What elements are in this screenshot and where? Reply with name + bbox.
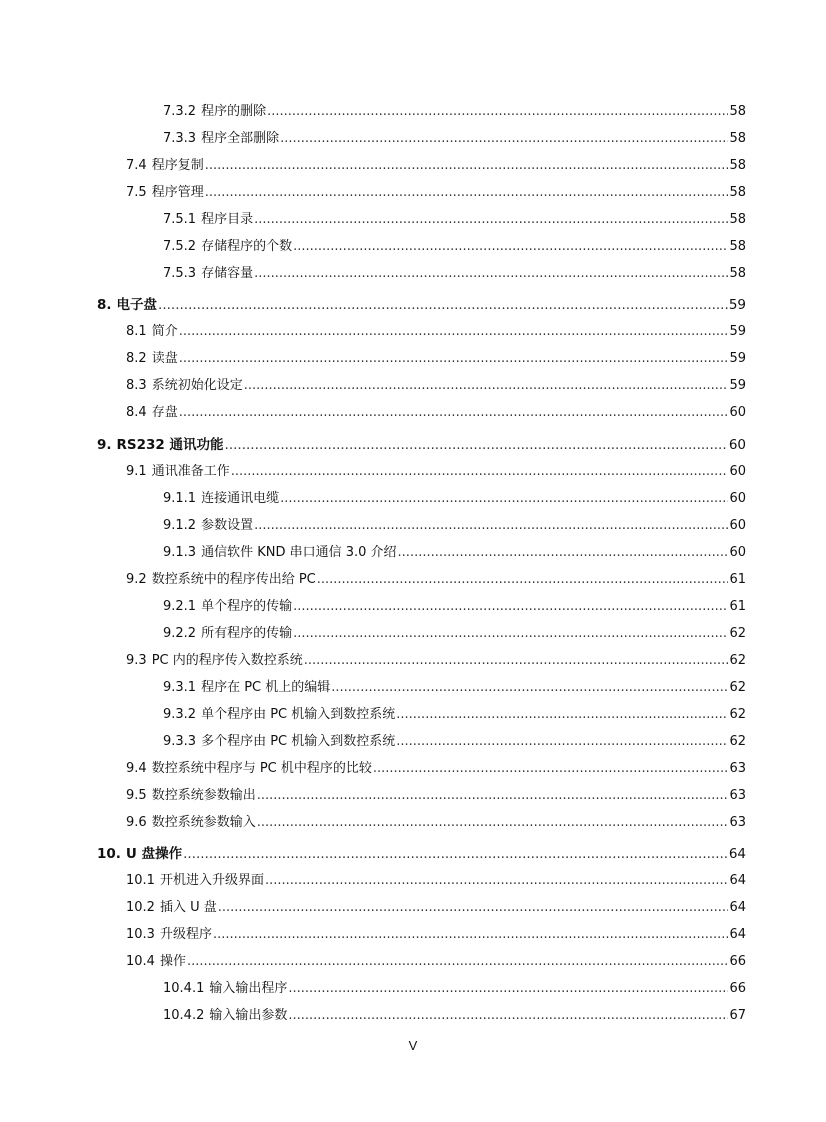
toc-leader-dots	[225, 434, 728, 456]
toc-line	[163, 596, 746, 618]
toc-leader-dots	[183, 843, 728, 865]
toc-page-number: 61	[729, 572, 746, 587]
toc-page-number: 62	[729, 734, 746, 749]
toc-line	[163, 623, 746, 645]
toc-page-number: 64	[728, 846, 746, 862]
toc-page-number: 60	[729, 491, 746, 506]
toc-number: 9.1.3	[163, 545, 197, 560]
toc-line	[163, 101, 746, 123]
toc-number: 10.4.1	[163, 981, 205, 996]
toc-title: 数控系统中程序与 PC 机中程序的比较	[151, 761, 372, 776]
toc-line	[163, 236, 746, 258]
toc-leader-dots	[257, 785, 729, 807]
toc-page-number: 58	[729, 131, 746, 146]
toc-title: 输入输出参数	[209, 1008, 288, 1023]
toc-entry[interactable]	[0, 677, 826, 699]
toc-page-number: 61	[729, 599, 746, 614]
toc-number: 7.3.3	[163, 131, 197, 146]
toc-entry[interactable]	[0, 101, 826, 123]
toc-page-number: 60	[729, 405, 746, 420]
toc-number: 10.4.2	[163, 1008, 205, 1023]
toc-title: 简介	[151, 324, 178, 339]
toc-page-number: 59	[729, 324, 746, 339]
toc-number: 7.4	[126, 158, 147, 173]
toc-leader-dots	[244, 375, 729, 397]
toc-number: 9.2.1	[163, 599, 197, 614]
toc-line	[163, 488, 746, 510]
toc-entry[interactable]	[0, 569, 826, 591]
toc-line	[163, 677, 746, 699]
toc-title: 读盘	[151, 351, 178, 366]
toc-leader-dots	[179, 402, 729, 424]
toc-line	[126, 375, 746, 397]
toc-line	[97, 294, 746, 316]
toc-entry[interactable]	[0, 731, 826, 753]
toc-title: PC 内的程序传入数控系统	[151, 653, 303, 668]
toc-title: RS232 通讯功能	[116, 437, 224, 453]
toc-page-number: 60	[729, 545, 746, 560]
toc-title: 电子盘	[116, 297, 158, 313]
toc-entry[interactable]	[0, 650, 826, 672]
toc-number: 9.6	[126, 815, 147, 830]
toc-number: 10.3	[126, 927, 155, 942]
toc-entry[interactable]	[0, 488, 826, 510]
toc-page-number: 66	[729, 954, 746, 969]
toc-line	[126, 812, 746, 834]
toc-line	[126, 897, 746, 919]
toc-leader-dots	[396, 704, 728, 726]
toc-leader-dots	[293, 623, 728, 645]
toc-entry[interactable]	[0, 515, 826, 537]
toc-leader-dots	[288, 1005, 728, 1027]
toc-line	[163, 263, 746, 285]
toc-number: 7.5	[126, 185, 147, 200]
toc-number: 9.4	[126, 761, 147, 776]
toc-number: 7.5.3	[163, 266, 197, 281]
toc-number: 9.5	[126, 788, 147, 803]
toc-page-number: 63	[729, 788, 746, 803]
toc-title: 开机进入升级界面	[159, 873, 264, 888]
toc-leader-dots	[396, 731, 728, 753]
toc-entry[interactable]	[0, 951, 826, 973]
toc-line	[126, 870, 746, 892]
toc-number: 9.3	[126, 653, 147, 668]
toc-title: 单个程序由 PC 机输入到数控系统	[201, 707, 396, 722]
toc-title: 操作	[159, 954, 186, 969]
toc-title: 升级程序	[159, 927, 212, 942]
toc-leader-dots	[205, 155, 729, 177]
toc-title: 多个程序由 PC 机输入到数控系统	[201, 734, 396, 749]
toc-leader-dots	[398, 542, 729, 564]
toc-number: 10.1	[126, 873, 155, 888]
toc-entry[interactable]	[0, 704, 826, 726]
toc-leader-dots	[331, 677, 728, 699]
toc-line	[97, 434, 746, 456]
toc-leader-dots	[179, 321, 729, 343]
toc-line	[163, 704, 746, 726]
toc-title: 插入 U 盘	[159, 900, 217, 915]
toc-line	[126, 182, 746, 204]
toc-page-number: 62	[729, 626, 746, 641]
toc-page-number: 63	[729, 761, 746, 776]
toc-number: 9.2.2	[163, 626, 197, 641]
toc-number: 9.2	[126, 572, 147, 587]
toc-page-number: 62	[729, 680, 746, 695]
toc-title: 数控系统中的程序传出给 PC	[151, 572, 316, 587]
toc-entry[interactable]	[0, 236, 826, 258]
toc-entry[interactable]	[0, 263, 826, 285]
toc-number: 9.1.2	[163, 518, 197, 533]
toc-entry[interactable]	[0, 155, 826, 177]
toc-page-number: 64	[729, 927, 746, 942]
page-number: V	[408, 1038, 418, 1053]
toc-line	[163, 515, 746, 537]
toc-leader-dots	[257, 812, 729, 834]
toc-page-number: 59	[728, 297, 746, 313]
toc-page-number: 58	[729, 212, 746, 227]
toc-leader-dots	[373, 758, 729, 780]
toc-title: 数控系统参数输出	[151, 788, 256, 803]
toc-number: 10.	[97, 846, 121, 862]
toc-leader-dots	[254, 515, 728, 537]
toc-title: 程序在 PC 机上的编辑	[201, 680, 331, 695]
toc-leader-dots	[293, 596, 728, 618]
toc-title: 参数设置	[201, 518, 254, 533]
toc-line	[126, 758, 746, 780]
toc-number: 7.3.2	[163, 104, 197, 119]
toc-page-number: 59	[729, 378, 746, 393]
toc-page-number: 59	[729, 351, 746, 366]
toc-leader-dots	[267, 101, 728, 123]
toc-title: 存储容量	[201, 266, 254, 281]
toc-number: 9.1.1	[163, 491, 197, 506]
toc-line	[126, 321, 746, 343]
toc-entry[interactable]	[0, 758, 826, 780]
toc-leader-dots	[218, 897, 729, 919]
toc-title: 存储程序的个数	[201, 239, 293, 254]
toc-number: 9.3.1	[163, 680, 197, 695]
toc-leader-dots	[187, 951, 728, 973]
toc-entry[interactable]	[0, 128, 826, 150]
toc-entry[interactable]	[0, 434, 826, 456]
toc-number: 8.2	[126, 351, 147, 366]
toc-title: 连接通讯电缆	[201, 491, 280, 506]
toc-entry[interactable]	[0, 402, 826, 424]
toc-number: 7.5.1	[163, 212, 197, 227]
toc-number: 10.2	[126, 900, 155, 915]
toc-entry[interactable]	[0, 924, 826, 946]
toc-leader-dots	[213, 924, 728, 946]
toc-entry[interactable]	[0, 209, 826, 231]
toc-page-number: 60	[729, 518, 746, 533]
toc-line	[126, 924, 746, 946]
toc-title: 系统初始化设定	[151, 378, 243, 393]
toc-title: 所有程序的传输	[201, 626, 293, 641]
toc-leader-dots	[304, 650, 729, 672]
toc-page-number: 67	[729, 1008, 746, 1023]
toc-line	[97, 843, 746, 865]
toc-leader-dots	[288, 978, 728, 1000]
toc-page-number: 60	[728, 437, 746, 453]
toc-page-number: 58	[729, 158, 746, 173]
toc-leader-dots	[280, 128, 728, 150]
toc-entry[interactable]	[0, 897, 826, 919]
toc-entry[interactable]	[0, 870, 826, 892]
toc-line	[163, 731, 746, 753]
toc-page-number: 58	[729, 266, 746, 281]
toc-entry[interactable]	[0, 375, 826, 397]
toc-number: 10.4	[126, 954, 155, 969]
toc-line	[126, 402, 746, 424]
toc-line	[126, 155, 746, 177]
toc-title: 输入输出程序	[209, 981, 288, 996]
toc-entry[interactable]	[0, 596, 826, 618]
toc-leader-dots	[265, 870, 728, 892]
toc-line	[126, 951, 746, 973]
toc-entry[interactable]	[0, 321, 826, 343]
toc-title: 存盘	[151, 405, 178, 420]
toc-title: 程序的删除	[201, 104, 267, 119]
toc-line	[163, 542, 746, 564]
toc-line	[126, 348, 746, 370]
toc-line	[163, 209, 746, 231]
toc-entry[interactable]	[0, 182, 826, 204]
toc-entry[interactable]	[0, 623, 826, 645]
toc-page-number: 66	[729, 981, 746, 996]
toc-title: 程序复制	[151, 158, 204, 173]
toc-page-number: 62	[729, 707, 746, 722]
toc-leader-dots	[254, 263, 728, 285]
toc-entry[interactable]	[0, 1005, 826, 1027]
toc-entry[interactable]	[0, 785, 826, 807]
toc-page-number: 58	[729, 185, 746, 200]
toc-page-number: 58	[729, 104, 746, 119]
toc-leader-dots	[179, 348, 729, 370]
toc-number: 9.1	[126, 464, 147, 479]
toc-line	[126, 461, 746, 483]
toc-page-number: 58	[729, 239, 746, 254]
toc-title: 程序全部删除	[201, 131, 280, 146]
toc-number: 9.	[97, 437, 112, 453]
toc-leader-dots	[231, 461, 729, 483]
toc-entry[interactable]	[0, 978, 826, 1000]
toc-entry[interactable]	[0, 294, 826, 316]
toc-title: 通讯准备工作	[151, 464, 230, 479]
toc-number: 7.5.2	[163, 239, 197, 254]
toc-title: 单个程序的传输	[201, 599, 293, 614]
toc-page-number: 62	[729, 653, 746, 668]
toc-leader-dots	[254, 209, 728, 231]
toc-title: U 盘操作	[125, 846, 183, 862]
toc-entry[interactable]	[0, 542, 826, 564]
toc-title: 程序管理	[151, 185, 204, 200]
toc-page-number: 60	[729, 464, 746, 479]
toc-line	[163, 978, 746, 1000]
toc-title: 程序目录	[201, 212, 254, 227]
toc-page-number: 64	[729, 873, 746, 888]
toc-number: 8.3	[126, 378, 147, 393]
toc-entry[interactable]	[0, 348, 826, 370]
toc-number: 8.1	[126, 324, 147, 339]
toc-number: 9.3.2	[163, 707, 197, 722]
toc-number: 9.3.3	[163, 734, 197, 749]
toc-leader-dots	[317, 569, 729, 591]
toc-page-number: 64	[729, 900, 746, 915]
toc-entry[interactable]	[0, 461, 826, 483]
toc-title: 通信软件 KND 串口通信 3.0 介绍	[201, 545, 397, 560]
toc-line	[163, 1005, 746, 1027]
toc-line	[126, 650, 746, 672]
toc-leader-dots	[293, 236, 728, 258]
toc-number: 8.4	[126, 405, 147, 420]
toc-leader-dots	[280, 488, 728, 510]
toc-entry[interactable]	[0, 812, 826, 834]
toc-line	[126, 785, 746, 807]
toc-line	[163, 128, 746, 150]
toc-line	[126, 569, 746, 591]
toc-entry[interactable]	[0, 843, 826, 865]
toc-number: 8.	[97, 297, 112, 313]
toc-leader-dots	[205, 182, 729, 204]
toc-page-number: 63	[729, 815, 746, 830]
toc-leader-dots	[158, 294, 728, 316]
toc-title: 数控系统参数输入	[151, 815, 256, 830]
